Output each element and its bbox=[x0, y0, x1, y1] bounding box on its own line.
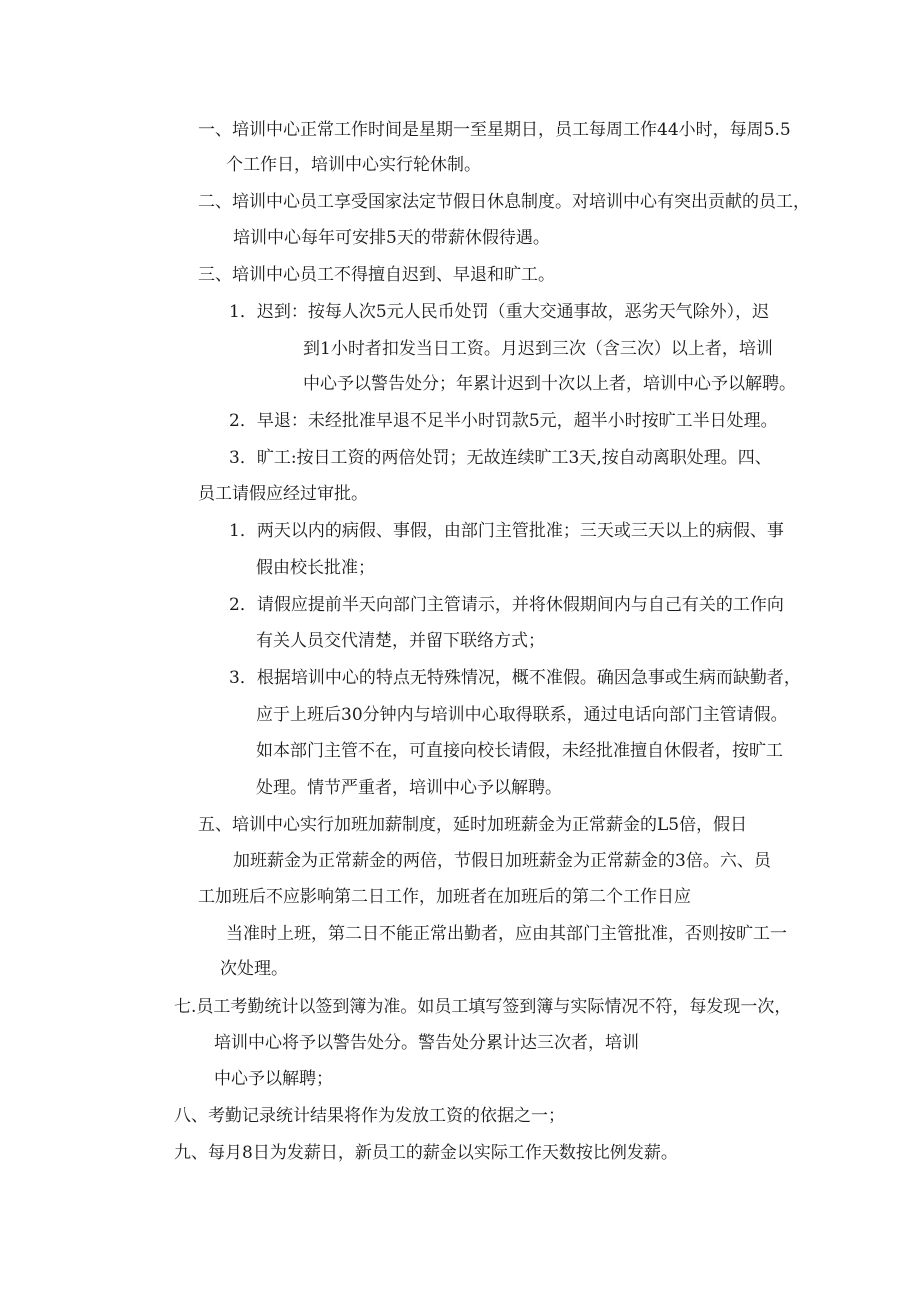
text-line: 处理。情节严重者，培训中心予以解聘。 bbox=[256, 778, 562, 798]
text-line: 1．两天以内的病假、事假，由部门主管批准；三天或三天以上的病假、事 bbox=[229, 521, 784, 541]
text-line: 一、培训中心正常工作时间是星期一至星期日，员工每周工作44小时，每周5.5 bbox=[198, 120, 791, 140]
text-line: 加班薪金为正常薪金的两倍，节假日加班薪金为正常薪金的3倍。六、员 bbox=[233, 851, 771, 871]
text-line: 假由校长批准； bbox=[256, 558, 375, 578]
text-line: 二、培训中心员工享受国家法定节假日休息制度。对培训中心有突出贡献的员工， bbox=[198, 192, 810, 212]
text-line: 三、培训中心员工不得擅自迟到、早退和旷工。 bbox=[198, 265, 555, 285]
text-line: 到1小时者扣发当日工资。月迟到三次（含三次）以上者，培训 bbox=[303, 339, 773, 359]
text-line: 如本部门主管不在，可直接向校长请假，未经批准擅自休假者，按旷工 bbox=[256, 741, 783, 761]
text-line: 中心予以解聘； bbox=[214, 1069, 333, 1089]
text-line: 当准时上班，第二日不能正常出勤者，应由其部门主管批准，否则按旷工一 bbox=[226, 924, 787, 944]
text-line: 工加班后不应影响第二日工作，加班者在加班后的第二个工作日应 bbox=[198, 887, 691, 907]
text-line: 培训中心每年可安排5天的带薪休假待遇。 bbox=[233, 228, 550, 248]
text-line: 七.员工考勤统计以签到簿为准。如员工填写签到簿与实际情况不符，每发现一次， bbox=[174, 997, 792, 1017]
text-line: 培训中心将予以警告处分。警告处分累计达三次者，培训 bbox=[214, 1033, 639, 1053]
text-line: 2．请假应提前半天向部门主管请示，并将休假期间内与自己有关的工作向 bbox=[229, 595, 784, 615]
text-line: 有关人员交代清楚，并留下联络方式； bbox=[256, 631, 545, 651]
text-line: 次处理。 bbox=[220, 959, 288, 979]
text-line: 2．早退：未经批准早退不足半小时罚款5元，超半小时按旷工半日处理。 bbox=[229, 411, 778, 431]
text-line: 五、培训中心实行加班加薪制度，延时加班薪金为正常薪金的L5倍，假日 bbox=[198, 815, 748, 835]
text-line: 个工作日，培训中心实行轮休制。 bbox=[226, 155, 481, 175]
text-line: 九、每月8日为发薪日，新员工的薪金以实际工作天数按比例发薪。 bbox=[174, 1143, 678, 1163]
text-line: 3．旷工:按日工资的两倍处罚；无故连续旷工3天,按自动离职处理。四、 bbox=[229, 448, 772, 468]
text-line: 1．迟到：按每人次5元人民币处罚（重大交通事故，恶劣天气除外），迟 bbox=[229, 302, 770, 322]
text-line: 3．根据培训中心的特点无特殊情况，概不准假。确因急事或生病而缺勤者， bbox=[229, 668, 801, 688]
text-line: 八、考勤记录统计结果将作为发放工资的依据之一； bbox=[174, 1106, 565, 1126]
text-line: 中心予以警告处分；年累计迟到十次以上者，培训中心予以解聘。 bbox=[303, 374, 796, 394]
text-line: 员工请假应经过审批。 bbox=[198, 484, 368, 504]
text-line: 应于上班后30分钟内与培训中心取得联系，通过电话向部门主管请假。 bbox=[256, 705, 788, 725]
